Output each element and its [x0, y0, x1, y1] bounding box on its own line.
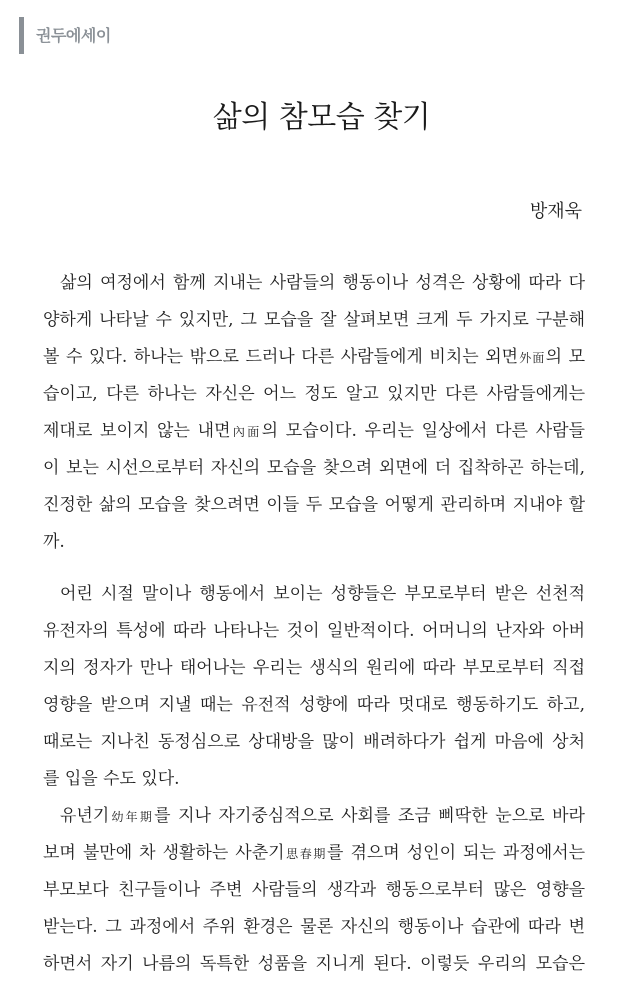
text-line: 지의 정자가 만나 태어나는 우리는 생식의 원리에 따라 부모로부터 직접 — [43, 658, 585, 678]
paragraph — [43, 576, 585, 798]
text-line: 유년기幼年期를 지나 자기중심적으로 사회를 조금 삐딱한 눈으로 바라 — [60, 806, 585, 826]
text-line: 유전자의 특성에 따라 나타나는 것이 일반적이다. 어머니의 난자와 아버 — [43, 621, 585, 641]
hanja-gloss: 內面 — [230, 425, 262, 439]
section-label — [19, 17, 111, 54]
text-line: 볼 수 있다. 하나는 밖으로 드러나 다른 사람들에게 비치는 외면外面의 모 — [43, 347, 585, 367]
hanja-gloss: 思春期 — [284, 847, 328, 861]
article-author: 방재욱 — [529, 201, 582, 222]
text-line: 이 보는 시선으로부터 자신의 모습을 찾으려 외면에 더 집착하곤 하는데, — [43, 458, 585, 478]
paragraph-gap — [43, 561, 585, 576]
article-body — [43, 265, 585, 983]
text-line: 부모보다 친구들이나 주변 사람들의 생각과 행동으로부터 많은 영향을 — [43, 880, 585, 900]
hanja-gloss: 外面 — [518, 351, 546, 365]
text-line: 까. — [43, 532, 65, 552]
text-line: 양하게 나타날 수 있지만, 그 모습을 잘 살펴보면 크게 두 가지로 구분해 — [43, 310, 585, 330]
text-line: 때로는 지나친 동정심으로 상대방을 많이 배려하다가 쉽게 마음에 상처 — [43, 732, 585, 752]
text-line: 를 입을 수도 있다. — [43, 769, 180, 789]
section-title: 권두에세이 — [36, 26, 111, 45]
paragraph — [43, 265, 585, 561]
text-line: 받는다. 그 과정에서 주위 환경은 물론 자신의 행동이나 습관에 따라 변 — [43, 917, 585, 937]
text-line: 하면서 자기 나름의 독특한 성품을 지니게 된다. 이렇듯 우리의 모습은 — [43, 954, 585, 974]
text-line: 제대로 보이지 않는 내면內面의 모습이다. 우리는 일상에서 다른 사람들 — [43, 421, 585, 441]
article-title: 삶의 참모습 찾기 — [212, 100, 431, 135]
paragraph — [43, 798, 585, 983]
text-line: 습이고, 다른 하나는 자신은 어느 정도 알고 있지만 다른 사람들에게는 — [43, 384, 585, 404]
text-line: 보며 불만에 차 생활하는 사춘기思春期를 겪으며 성인이 되는 과정에서는 — [43, 843, 585, 863]
text-line: 삶의 여정에서 함께 지내는 사람들의 행동이나 성격은 상황에 따라 다 — [60, 273, 585, 293]
hanja-gloss: 幼年期 — [109, 810, 155, 824]
text-line: 진정한 삶의 모습을 찾으려면 이들 두 모습을 어떻게 관리하며 지내야 할 — [43, 495, 585, 515]
text-line: 어린 시절 말이나 행동에서 보이는 성향들은 부모로부터 받은 선천적 — [60, 584, 585, 604]
text-line: 영향을 받으며 지낼 때는 유전적 성향에 따라 멋대로 행동하기도 하고, — [43, 695, 585, 715]
